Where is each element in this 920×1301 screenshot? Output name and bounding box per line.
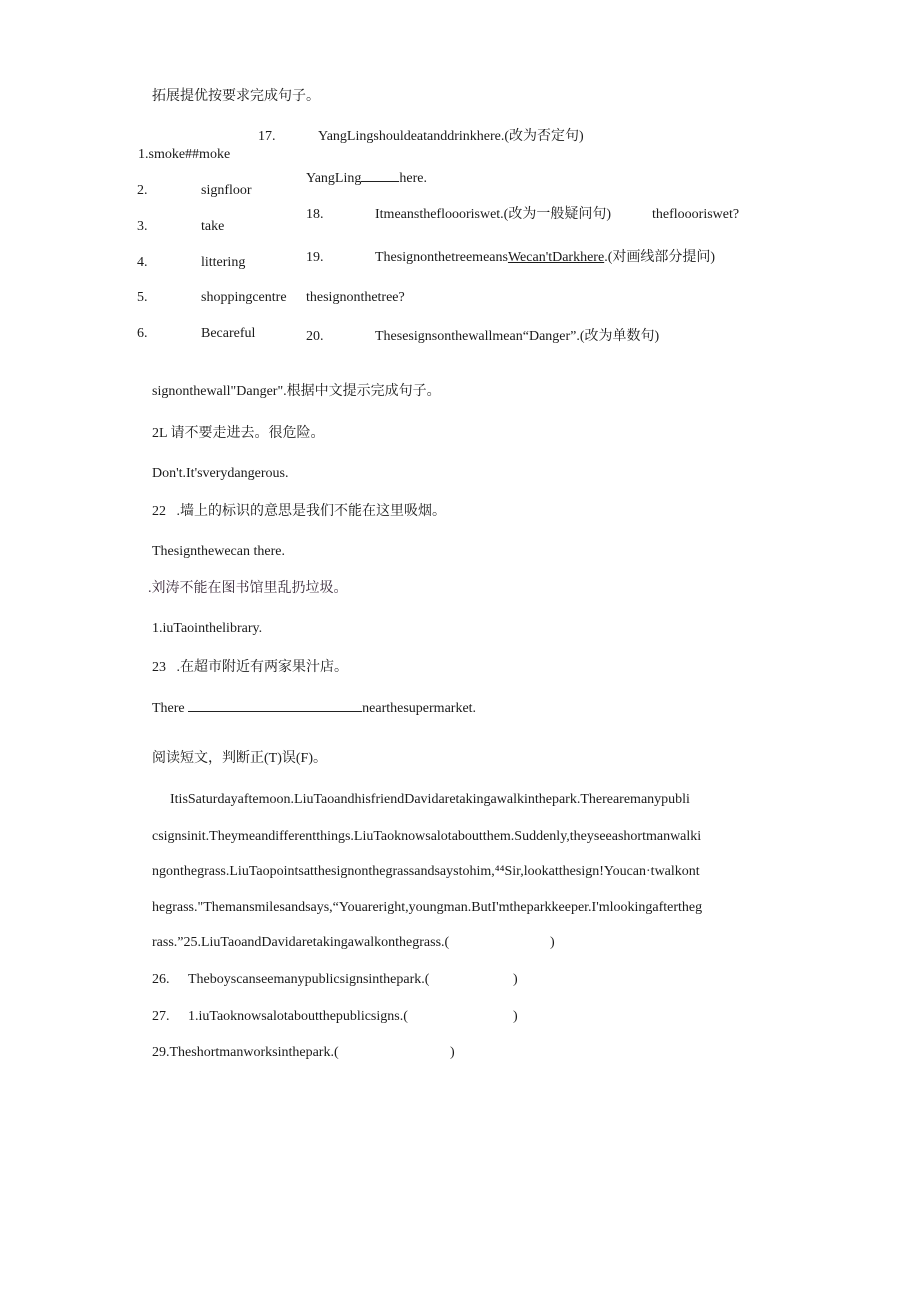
- q22-prompt: [152, 503, 446, 521]
- passage-line: ngonthegrass.LiuTaopointsatthesignonthegrassandsaystohim,⁴⁴Sir,lookatthesign!Youcan·twalkont: [152, 864, 700, 879]
- q22-text: .墙上的标识的意思是我们不能在这里吸烟。: [176, 504, 446, 519]
- section-title: 阅读短文，判断正(T)误(F)。: [152, 751, 327, 766]
- q26-close: ): [513, 972, 518, 987]
- q27-text: 1.iuTaoknowsalotaboutthepublicsigns.(: [188, 1009, 408, 1024]
- liutao-answer: 1.iuTaointhelibrary.: [152, 621, 263, 636]
- item-number: 1.: [138, 147, 149, 162]
- item-number: 3.: [137, 219, 148, 234]
- q22-number: 22: [152, 504, 166, 519]
- item-number: 5.: [137, 290, 148, 305]
- q29-close: ): [450, 1045, 455, 1060]
- answer-post: here.: [399, 171, 427, 186]
- passage-line: csignsinit.Theymeandifferentthings.LiuTaoknowsalotaboutthem.Suddenly,theyseeashortmanwalki: [152, 829, 702, 844]
- q18-number: 18.: [306, 207, 324, 222]
- q22-answer: Thesignthewecan there.: [152, 544, 285, 559]
- q21-answer: Don't.It'sverydangerous.: [152, 466, 289, 481]
- q23-prompt: [152, 659, 348, 677]
- answer-blank[interactable]: [361, 169, 399, 182]
- q19-underlined: Wecan'tDarkhere: [507, 250, 605, 265]
- list-item: [138, 146, 230, 164]
- item-text: shoppingcentre: [201, 290, 287, 305]
- passage-line: rass.”25.LiuTaoandDavidaretakingawalkonthegrass.(: [152, 935, 450, 950]
- q18-text: Itmeansthefloooriswet.(改为一般疑问句): [375, 207, 612, 222]
- item-text: take: [201, 219, 225, 234]
- answer-post: nearthesupermarket.: [362, 701, 477, 716]
- q19-answer: thesignonthetree?: [306, 290, 405, 305]
- q19-number: 19.: [306, 250, 324, 265]
- liutao-prompt: .刘涛不能在图书馆里乱扔垃圾。: [148, 581, 348, 596]
- q17-answer: [306, 169, 427, 188]
- q26-text: Theboyscanseemanypublicsignsinthepark.(: [188, 972, 430, 987]
- q19-text: [375, 249, 715, 267]
- passage-line: hegrass."Themansmilesandsays,“Youareright,youngman.ButI'mtheparkkeeper.I'mlookingaftertheg: [152, 900, 703, 915]
- passage-line: ItisSaturdayaftemoon.LiuTaoandhisfriendDavidaretakingawalkinthepark.Therearemanypubli: [170, 792, 690, 807]
- item-text: signfloor: [201, 183, 252, 198]
- q27-number: 27.: [152, 1009, 170, 1024]
- q21-prompt: 2L 请不要走进去。很危险。: [152, 426, 325, 441]
- q23-answer: [152, 699, 476, 718]
- q25-close: ): [550, 935, 555, 950]
- item-text: Becareful: [201, 326, 256, 341]
- section-title: 拓展提优按要求完成句子。: [152, 89, 320, 104]
- answer-blank[interactable]: [188, 699, 362, 712]
- q23-number: 23: [152, 660, 166, 675]
- item-number: 4.: [137, 255, 148, 270]
- item-number: 6.: [137, 326, 148, 341]
- item-number: 2.: [137, 183, 148, 198]
- q29-text: 29.Theshortmanworksinthepark.(: [152, 1045, 339, 1060]
- q17-text: YangLingshouldeatanddrinkhere.(改为否定句): [318, 129, 584, 144]
- q19-pre: Thesignonthetreemeans: [375, 250, 508, 265]
- q17-number: 17.: [258, 129, 276, 144]
- q26-number: 26.: [152, 972, 170, 987]
- q18-answer: thefloooriswet?: [652, 207, 740, 222]
- answer-pre: YangLing: [306, 171, 362, 186]
- q19-post: .(对画线部分提问): [604, 250, 716, 265]
- sign-wall-line: signonthewall"Danger".根据中文提示完成句子。: [152, 384, 441, 399]
- q20-number: 20.: [306, 329, 324, 344]
- q23-text: .在超市附近有两家果汁店。: [176, 660, 348, 675]
- item-text: littering: [201, 255, 246, 270]
- q27-close: ): [513, 1009, 518, 1024]
- q20-text: Thesesignsonthewallmean“Danger”.(改为单数句): [375, 329, 660, 344]
- answer-pre: There: [152, 701, 185, 716]
- item-text: smoke##moke: [148, 147, 231, 162]
